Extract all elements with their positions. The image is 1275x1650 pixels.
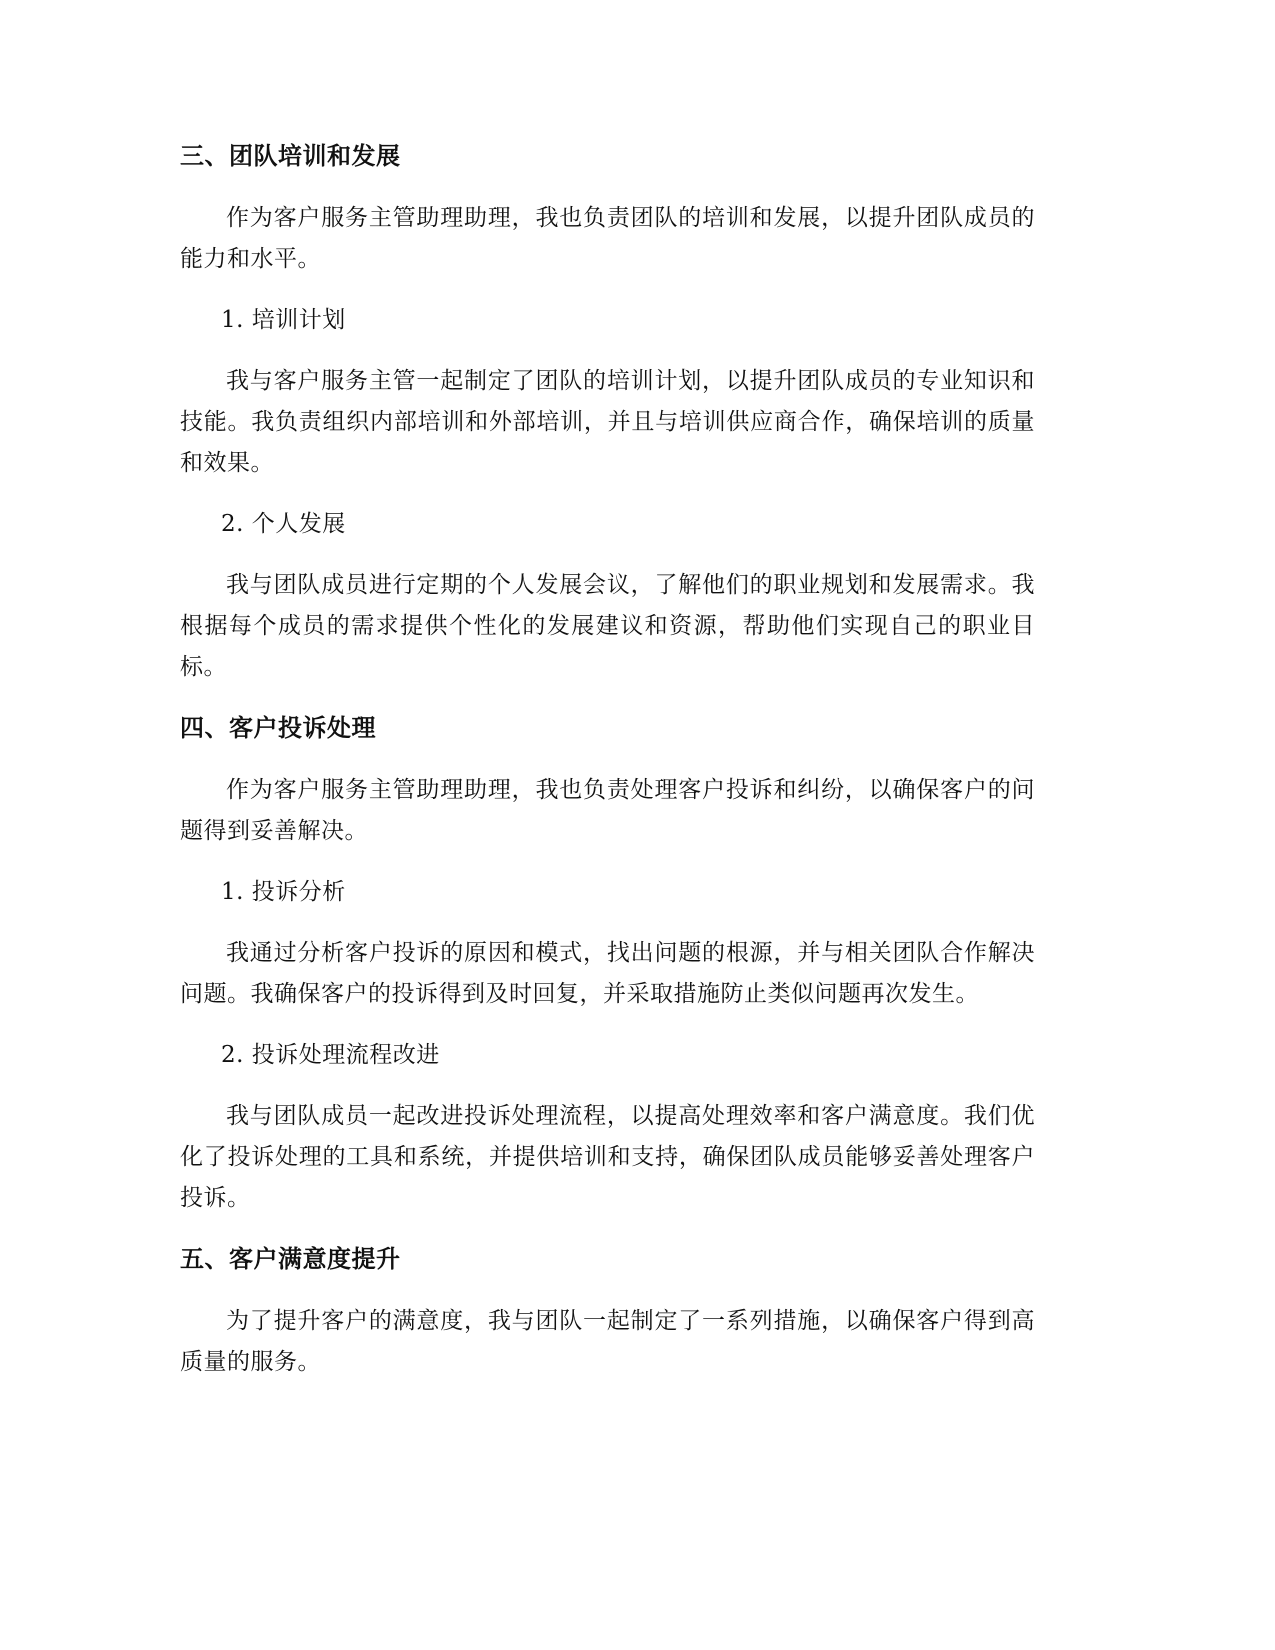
subsection-body-training-plan: 我与客户服务主管一起制定了团队的培训计划，以提升团队成员的专业知识和技能。我负责组织内部培训和外部培训，并且与培训供应商合作，确保培训的质量和效果。 [180, 368, 1035, 476]
subsection-body-complaint-analysis: 我通过分析客户投诉的原因和模式，找出问题的根源，并与相关团队合作解决问题。我确保客户的投诉得到及时回复，并采取措施防止类似问题再次发生。 [180, 940, 1035, 1007]
section-heading-complaints: 四、客户投诉处理 [180, 714, 376, 742]
subsection-title-personal-development: 2. 个人发展 [221, 511, 346, 537]
subsection-title-training-plan: 1. 培训计划 [221, 307, 346, 333]
subsection-body-process-improvement: 我与团队成员一起改进投诉处理流程，以提高处理效率和客户满意度。我们优化了投诉处理的工具和系统，并提供培训和支持，确保团队成员能够妥善处理客户投诉。 [180, 1103, 1035, 1211]
section-heading-satisfaction: 五、客户满意度提升 [180, 1245, 401, 1273]
section-intro-complaints: 作为客户服务主管助理助理，我也负责处理客户投诉和纠纷，以确保客户的问题得到妥善解决。 [180, 777, 1035, 844]
section-heading-training: 三、团队培训和发展 [180, 142, 401, 170]
subsection-title-complaint-analysis: 1. 投诉分析 [221, 879, 346, 905]
section-intro-satisfaction: 为了提升客户的满意度，我与团队一起制定了一系列措施，以确保客户得到高质量的服务。 [180, 1308, 1035, 1375]
subsection-body-personal-development: 我与团队成员进行定期的个人发展会议，了解他们的职业规划和发展需求。我根据每个成员的需求提供个性化的发展建议和资源，帮助他们实现自己的职业目标。 [180, 572, 1035, 680]
subsection-title-process-improvement: 2. 投诉处理流程改进 [221, 1042, 440, 1068]
document-page [180, 136, 1035, 1403]
section-intro-training: 作为客户服务主管助理助理，我也负责团队的培训和发展，以提升团队成员的能力和水平。 [180, 205, 1035, 272]
